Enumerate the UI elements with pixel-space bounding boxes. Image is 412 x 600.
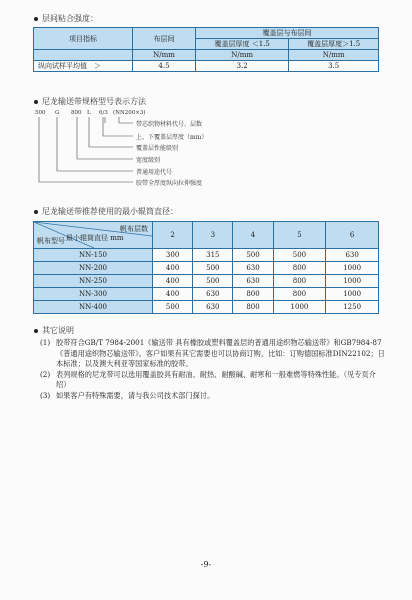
value-cell: 800 <box>233 301 273 314</box>
notes-list <box>40 338 386 401</box>
corner-label-diameter: 最小辊筒直径 mm <box>66 234 124 242</box>
label-strength: 胶带全厚度纵向拉伸强度 <box>136 180 203 187</box>
value-thin: 3.2 <box>196 61 289 72</box>
row-label: 纵向试样平均值 ＞ <box>34 61 133 72</box>
table-row <box>34 288 379 301</box>
model-cell: NN-250 <box>34 275 153 288</box>
model-cell: NN-200 <box>34 262 153 275</box>
model-notation-diagram <box>33 110 233 195</box>
layer-header: 6 <box>326 222 379 249</box>
bullet-icon <box>34 17 38 21</box>
value-cell: 1000 <box>326 275 379 288</box>
value-cell: 630 <box>193 288 233 301</box>
note-text: 如果客户有特殊需要，请与我公司技术部门探讨。 <box>56 390 215 400</box>
value-cell: 300 <box>153 249 193 262</box>
note-text: 表列规格的尼龙带可以选用覆盖胶具有耐油、耐热、耐酸碱、耐寒和一般难燃等特殊性能。（见专页介绍） <box>56 369 376 389</box>
value-cell: 1000 <box>326 288 379 301</box>
value-cell: 1250 <box>326 301 379 314</box>
section-title-model <box>34 96 146 107</box>
adhesion-table <box>33 27 379 72</box>
value-cell: 315 <box>193 249 233 262</box>
corner-label-layers: 帆布层数 <box>120 225 148 233</box>
value-cell: 500 <box>193 275 233 288</box>
value-cell: 630 <box>193 301 233 314</box>
note-item <box>40 370 386 391</box>
page-number: -9- <box>200 560 212 569</box>
unit-thin: N/mm <box>196 50 289 61</box>
value-cell: 800 <box>273 275 326 288</box>
label-core: 带芯织物材料代号、层数 <box>136 121 203 128</box>
header-thick: 覆盖层厚度＞1.5 <box>289 39 379 50</box>
value-cell: 500 <box>273 249 326 262</box>
corner-label-model: 帆布型号 <box>37 237 65 245</box>
label-usage: 普通用途代号 <box>136 169 173 176</box>
section-title-notes <box>34 325 74 336</box>
layer-header: 4 <box>233 222 273 249</box>
value-cell: 800 <box>273 288 326 301</box>
value-cell: 500 <box>233 249 273 262</box>
value-cell: 400 <box>153 288 193 301</box>
value-cell: 1000 <box>273 301 326 314</box>
value-cell: 500 <box>193 262 233 275</box>
header-cover-group: 覆盖层与布层间 <box>196 28 379 39</box>
header-item: 项目指标 <box>34 28 133 50</box>
bullet-icon <box>34 210 38 214</box>
layer-header: 5 <box>273 222 326 249</box>
unit-thick: N/mm <box>289 50 379 61</box>
note-item <box>40 391 386 402</box>
model-cell: NN-300 <box>34 288 153 301</box>
layer-header: 2 <box>153 222 193 249</box>
table-row <box>34 249 379 262</box>
layer-header: 3 <box>193 222 233 249</box>
table-row <box>34 275 379 288</box>
notation-lines <box>33 110 233 195</box>
note-number: (3) <box>40 390 51 400</box>
pulley-diameter-table <box>33 221 379 314</box>
value-cell: 800 <box>233 288 273 301</box>
value-thick: 3.5 <box>289 61 379 72</box>
value-cell: 630 <box>233 262 273 275</box>
header-ply: 布层间 <box>133 28 196 50</box>
section-title-text: 其它说明 <box>42 326 74 335</box>
note-text: 胶带符合GB/T 7984-2001《输送带 具有橡胶或塑料覆盖层的普通用途织物芯输送带》和GB7984-87《普通用途织物芯输送带》。客户如果有其它需要也可以协商订购，比如：订购德国标准DIN22102；日本标准；以及澳大利亚等国家标准的胶带。 <box>56 338 385 368</box>
value-ply: 4.5 <box>133 61 196 72</box>
model-cell: NN-150 <box>34 249 153 262</box>
note-item <box>40 338 386 370</box>
value-cell: 1000 <box>326 262 379 275</box>
table-row <box>34 262 379 275</box>
code-thickness: 6/3 <box>99 110 108 116</box>
label-grade: 覆盖层性能级别 <box>136 145 179 152</box>
value-cell: 400 <box>153 275 193 288</box>
unit-ply: N/mm <box>133 50 196 61</box>
value-cell: 630 <box>326 249 379 262</box>
header-thin: 覆盖层厚度 ＜1.5 <box>196 39 289 50</box>
code-usage: G <box>55 110 60 116</box>
value-cell: 500 <box>153 301 193 314</box>
section-title-text: 尼龙输送带规格型号表示方法 <box>42 97 146 106</box>
section-title-adhesion <box>34 13 98 24</box>
label-width: 宽度级别 <box>136 157 161 164</box>
code-grade: L <box>87 110 91 116</box>
value-cell: 630 <box>233 275 273 288</box>
section-title-pulley <box>34 206 178 217</box>
model-cell: NN-400 <box>34 301 153 314</box>
code-width: 800 <box>71 110 82 116</box>
note-number: (1) <box>40 338 51 347</box>
code-core: (NN200×3) <box>113 110 146 116</box>
value-cell: 400 <box>153 262 193 275</box>
note-number: (2) <box>40 369 51 379</box>
table-row <box>34 301 379 314</box>
bullet-icon <box>34 329 38 333</box>
value-cell: 800 <box>273 262 326 275</box>
code-strength: 500 <box>35 110 46 116</box>
section-title-text: 尼龙输送带推荐使用的最小辊筒直径： <box>42 207 178 216</box>
bullet-icon <box>34 100 38 104</box>
section-title-text: 层间粘合强度： <box>42 14 98 23</box>
corner-header-cell <box>34 222 153 249</box>
label-thickness: 上、下覆盖层厚度（mm） <box>136 134 208 141</box>
unit-spacer <box>34 50 133 61</box>
